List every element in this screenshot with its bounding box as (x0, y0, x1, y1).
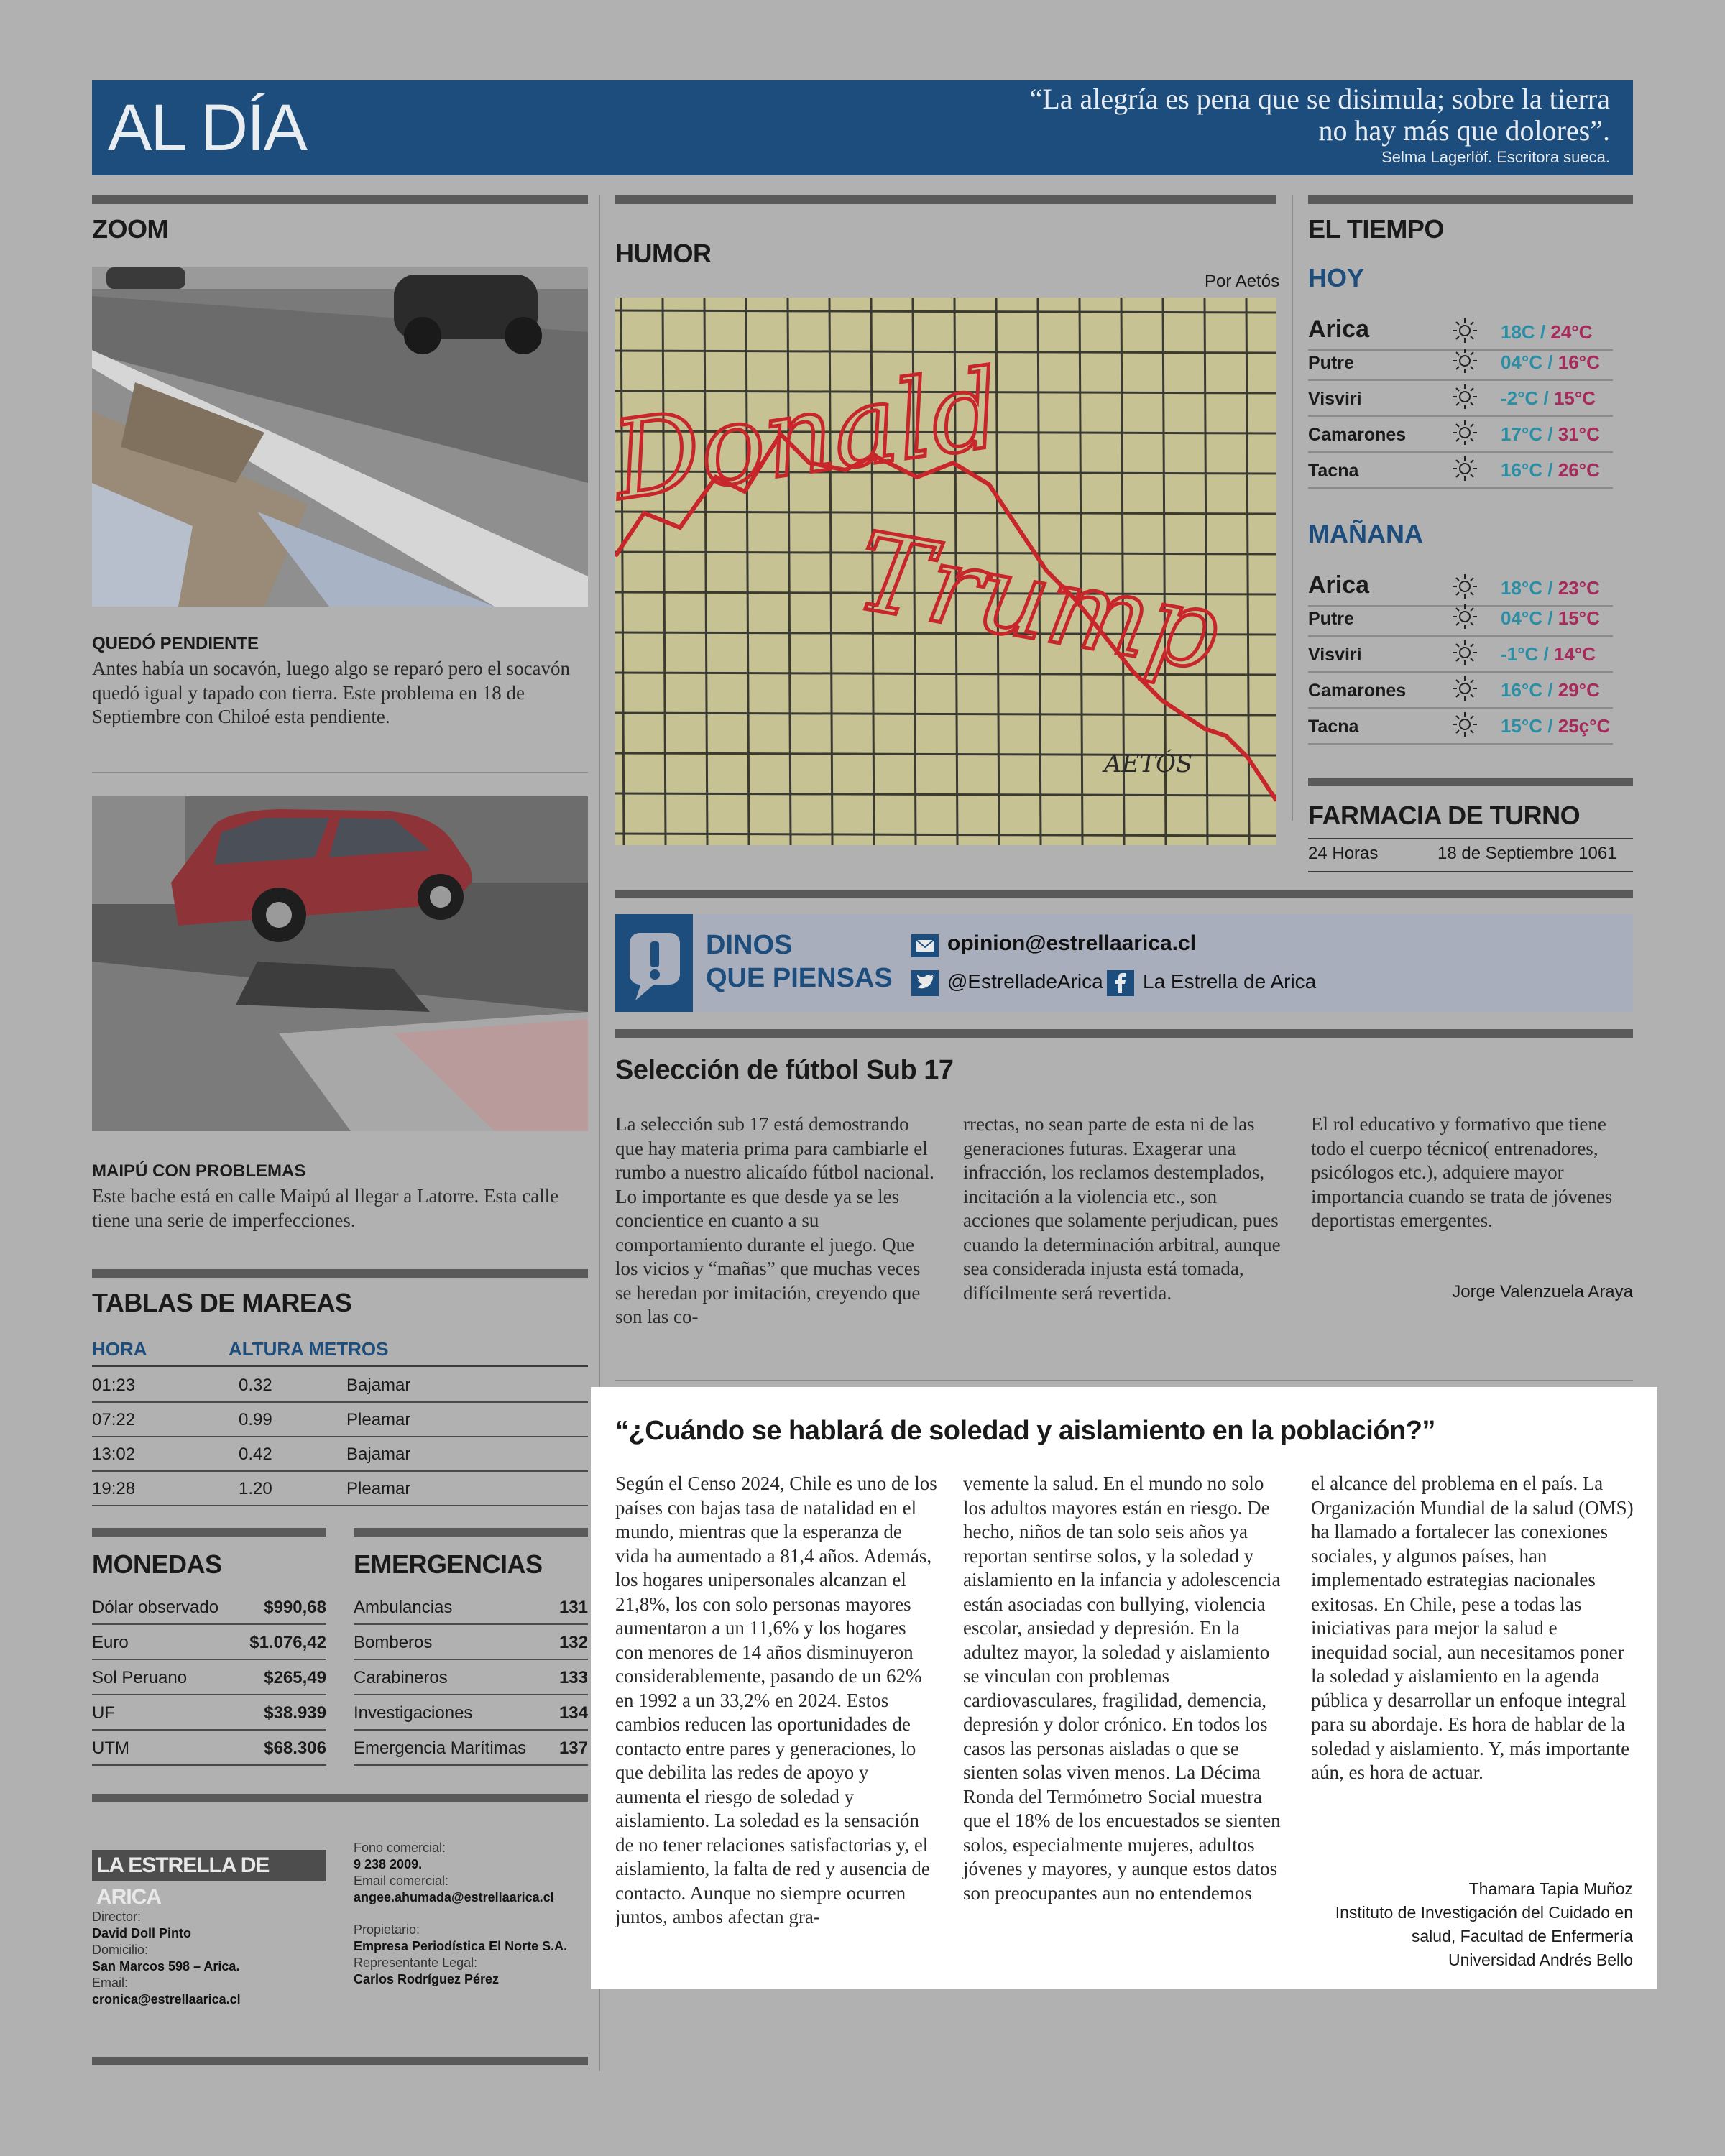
dinos-heading (706, 929, 893, 995)
tide-height: 0.99 (239, 1410, 272, 1429)
emergency-row (354, 1731, 588, 1766)
letter-2-column-1: Según el Censo 2024, Chile es uno de los países con bajas tasa de natalidad en el mundo, mientras que la esperanza de vida ha aumentado a 81,4 años. Además, los hogares unipersonales alcanzan el 21,8%, los con solo personas mayores aumentaron a un 11,6% y los hogares con menores de 14 años disminuyeron considerablemente, pasando de un 62% en 1992 a un 33,2% en 2024. Estos cambios reducen las oportunidades de contacto entre pares y generaciones, lo que debilita las redes de apoyo y aumenta el riesgo de soledad y aislamiento. La soledad es la sensación de no tener relaciones satisfactorias y, el aislamiento, la falta de red y ausencia de contacto. Aunque no siempre ocurren juntos, ambos afectan gra- (615, 1473, 937, 1927)
emergency-label: Carabineros (354, 1668, 448, 1687)
dinos-line-1: DINOS (706, 930, 793, 960)
twitter-handle-link[interactable]: @EstrelladeArica (947, 970, 1103, 992)
weather-temperature (1501, 387, 1596, 410)
humor-cartoon (615, 298, 1276, 845)
weather-row (1308, 417, 1613, 453)
quote-author: Selma Lagerlöf. Escritora sueca. (1381, 148, 1610, 166)
emergency-number: 133 (558, 1668, 588, 1687)
tide-row (92, 1403, 588, 1437)
weather-temperature (1501, 679, 1600, 701)
sun-icon (1450, 572, 1479, 601)
zoom-caption-text-2: Este bache está en calle Maipú al llegar a Latorre. Esta calle tiene una serie de imperfecciones. (92, 1185, 559, 1231)
currency-value: $1.076,42 (249, 1633, 326, 1652)
temp-separator: / (1535, 321, 1551, 343)
letter-2-signature (1335, 1877, 1633, 1972)
director-name: David Doll Pinto (92, 1926, 192, 1940)
weather-city: Camarones (1308, 681, 1407, 701)
zoom-caption-title-2: MAIPÚ CON PROBLEMAS (92, 1161, 306, 1181)
temp-max: 26°C (1558, 459, 1600, 481)
weather-city: Arica (1308, 315, 1370, 343)
emergency-row (354, 1625, 588, 1660)
rule-emergencies (354, 1528, 588, 1537)
weather-today-label: HOY (1308, 263, 1365, 292)
currency-label: Dólar observado (92, 1598, 219, 1617)
letter-2-column-3: el alcance del problema en el país. La Organización Mundial de la salud (OMS) ha llamado a fortalecer las conexiones sociales, y algunos países, han implementado estrategias nacionales exitosas. En Chile, pese a todas las iniciativas para mejor la salud e inequidad social, aun necesitamos poner la soledad y aislamiento en la agenda pública y desarrollar un enfoque integral para su abordaje. Es hora de hablar de la soledad y aislamiento. Y, más importante aún, es hora de actuar. (1311, 1473, 1634, 1783)
tide-hour: 01:23 (92, 1376, 136, 1395)
currencies-title: MONEDAS (92, 1549, 222, 1579)
temp-min: -1°C (1501, 643, 1539, 665)
letter-2-column-2: vemente la salud. En el mundo no solo los adultos mayores están en riesgo. De hecho, niños de tan solo seis años ya reportan sentirse solos, y la soledad y aislamiento en la infancia y adolescencia están asociadas con bullying, violencia escolar, ansiedad y depresión. En la adultez mayor, la soledad y aislamiento se vinculan con problemas cardiovasculares, fragilidad, demencia, depresión y dolor crónico. En todos los casos las personas aisladas o que se sienten solas viven menos. La Décima Ronda del Termómetro Social muestra que el 18% de los encuestados se sienten solos, especialmente mujeres, adultos jóvenes y mayores, y aunque estos datos son preocupantes aun no entendemos (963, 1473, 1281, 1904)
cartoon-graph-image (615, 298, 1276, 845)
weather-temperature (1501, 643, 1596, 665)
address-label: Domicilio: (92, 1943, 149, 1957)
weather-city: Arica (1308, 571, 1370, 599)
weather-city: Tacna (1308, 461, 1359, 481)
weather-row (1308, 453, 1613, 489)
weather-temperature (1501, 423, 1600, 446)
temp-max: 24°C (1550, 321, 1593, 343)
temp-max: 23°C (1558, 577, 1600, 599)
weather-temperature (1501, 577, 1600, 599)
weather-temperature (1501, 321, 1592, 344)
temp-max: 29°C (1558, 679, 1600, 701)
weather-city: Camarones (1308, 425, 1407, 445)
zoom-photo-1 (92, 267, 588, 607)
weather-title: EL TIEMPO (1308, 214, 1444, 244)
emergency-row (354, 1590, 588, 1625)
currency-value: $38.939 (264, 1703, 326, 1723)
temp-separator: / (1542, 679, 1558, 701)
quote-line-2: no hay más que dolores”. (1318, 114, 1610, 147)
weather-row (1308, 601, 1613, 637)
tide-hour: 07:22 (92, 1410, 136, 1429)
street-photo-image (92, 267, 588, 607)
temp-min: 04°C (1501, 351, 1543, 373)
emergency-number: 134 (558, 1703, 588, 1723)
owner-value: Empresa Periodística El Norte S.A. (354, 1939, 568, 1953)
temp-min: -2°C (1501, 387, 1539, 409)
temp-min: 16°C (1501, 679, 1543, 701)
weather-temperature (1501, 715, 1610, 737)
temp-separator: / (1542, 715, 1558, 737)
letter-1-column-3: El rol educativo y formativo que tiene todo el cuerpo técnico( entrenadores, psicólogos etc.), adquiere mayor importancia cuando se trata de jóvenes deportistas emergentes. (1311, 1113, 1613, 1231)
newspaper-logo: LA ESTRELLA DE ARICA (92, 1850, 326, 1881)
letter-2-author: Thamara Tapia Muñoz (1468, 1879, 1633, 1898)
temp-max: 25ç°C (1558, 715, 1611, 737)
section-title: AL DÍA (108, 91, 307, 165)
currency-row (92, 1660, 326, 1695)
phone-value: 9 238 2009. (354, 1857, 423, 1871)
pharmacy-rule-bottom (1308, 871, 1633, 872)
currency-row (92, 1695, 326, 1731)
rule-humor (615, 195, 1276, 204)
rule-weather (1308, 195, 1633, 204)
column-divider-right (1292, 195, 1293, 821)
owner-label: Propietario: (354, 1922, 420, 1937)
tide-type: Bajamar (346, 1376, 411, 1395)
weather-row (1308, 673, 1613, 709)
legal-rep-value: Carlos Rodríguez Pérez (354, 1972, 500, 1986)
zoom-caption-text-1: Antes había un socavón, luego algo se reparó pero el socavón quedó igual y tapado con tierra. Este problema en 18 de Septiembre con Chiloé esta pendiente. (92, 658, 571, 727)
rule-currencies (92, 1528, 326, 1537)
tide-hour: 13:02 (92, 1445, 136, 1464)
pharmacy-address: 18 de Septiembre 1061 (1438, 844, 1617, 863)
letter-2-affiliation-1: Instituto de Investigación del Cuidado en (1335, 1903, 1633, 1922)
temp-separator: / (1542, 351, 1558, 373)
facebook-page-link[interactable]: La Estrella de Arica (1143, 970, 1317, 992)
tide-height: 1.20 (239, 1479, 272, 1498)
rule-zoom (92, 195, 588, 204)
rule-letter-1 (615, 1029, 1633, 1038)
staff-box-left (92, 1909, 336, 2008)
temp-max: 16°C (1558, 351, 1600, 373)
tides-col-height: ALTURA METROS (229, 1338, 389, 1360)
sun-icon (1450, 674, 1479, 703)
director-label: Director: (92, 1909, 142, 1924)
weather-row (1308, 563, 1613, 607)
tide-height: 0.42 (239, 1445, 272, 1464)
tide-row (92, 1472, 588, 1506)
sun-icon (1450, 638, 1479, 667)
phone-label: Fono comercial: (354, 1841, 446, 1855)
temp-min: 16°C (1501, 459, 1543, 481)
weather-tomorrow-label: MAÑANA (1308, 519, 1423, 548)
currency-value: $265,49 (264, 1668, 326, 1687)
temp-min: 15°C (1501, 715, 1543, 737)
temp-separator: / (1542, 607, 1558, 629)
currency-value: $68.306 (264, 1738, 326, 1758)
temp-max: 31°C (1558, 423, 1600, 445)
tides-header-rule (92, 1365, 588, 1367)
zoom-title: ZOOM (92, 214, 168, 244)
facebook-icon (1107, 970, 1134, 996)
rule-footer (92, 1794, 588, 1802)
email-value: cronica@estrellaarica.cl (92, 1992, 241, 2007)
rule-pharmacy (1308, 778, 1633, 786)
temp-min: 18C (1501, 321, 1535, 343)
tide-hour: 19:28 (92, 1479, 136, 1498)
sun-icon (1450, 316, 1479, 345)
emergency-row (354, 1660, 588, 1695)
weather-row (1308, 637, 1613, 673)
weather-city: Putre (1308, 353, 1354, 373)
emergency-label: Emergencia Marítimas (354, 1738, 527, 1758)
letter-2-title: “¿Cuándo se hablará de soledad y aislamiento en la población?” (615, 1416, 1435, 1446)
currency-label: UTM (92, 1738, 129, 1758)
letter-2-affiliation-3: Universidad Andrés Bello (1448, 1950, 1633, 1969)
currency-row (92, 1731, 326, 1766)
address-value: San Marcos 598 – Arica. (92, 1959, 240, 1973)
letter-1-author: Jorge Valenzuela Araya (1452, 1282, 1633, 1302)
weather-city: Putre (1308, 609, 1354, 629)
red-car-photo-image (92, 796, 588, 1131)
tide-height: 0.32 (239, 1376, 272, 1395)
temp-min: 04°C (1501, 607, 1543, 629)
zoom-photo-2 (92, 796, 588, 1131)
rule-dinos (615, 890, 1633, 898)
tide-type: Pleamar (346, 1479, 411, 1498)
currency-row (92, 1625, 326, 1660)
opinion-email-link[interactable]: opinion@estrellaarica.cl (947, 931, 1197, 955)
rule-bottom (92, 2057, 588, 2065)
sun-icon (1450, 382, 1479, 411)
commercial-email-label: Email comercial: (354, 1874, 449, 1888)
email-label: Email: (92, 1976, 129, 1990)
tides-col-hour: HORA (92, 1338, 147, 1360)
tide-row (92, 1368, 588, 1403)
sun-icon (1450, 454, 1479, 483)
legal-rep-label: Representante Legal: (354, 1955, 478, 1970)
sun-icon (1450, 418, 1479, 447)
emergency-row (354, 1695, 588, 1731)
tide-type: Bajamar (346, 1445, 411, 1464)
cartoon-text-donald: Donald (615, 346, 1008, 525)
currency-value: $990,68 (264, 1598, 326, 1617)
temp-min: 18°C (1501, 577, 1543, 599)
quote-line-1: “La alegría es pena que se disimula; sobre la tierra (1029, 83, 1610, 115)
letter-divider (615, 1380, 1633, 1381)
twitter-icon (911, 970, 939, 996)
dinos-line-2: QUE PIENSAS (706, 963, 893, 993)
letter-2-affiliation-2: salud, Facultad de Enfermería (1411, 1927, 1633, 1945)
tides-title: TABLAS DE MAREAS (92, 1288, 352, 1317)
zoom-caption-title-1: QUEDÓ PENDIENTE (92, 634, 259, 653)
currency-label: Sol Peruano (92, 1668, 188, 1687)
email-icon (911, 934, 939, 957)
emergency-number: 137 (558, 1738, 588, 1758)
header-quote (1030, 83, 1610, 167)
currency-label: UF (92, 1703, 115, 1723)
weather-temperature (1501, 459, 1600, 482)
sun-icon (1450, 710, 1479, 739)
temp-separator: / (1542, 423, 1558, 445)
temp-max: 15°C (1558, 607, 1600, 629)
zoom-divider (92, 772, 588, 773)
emergency-label: Investigaciones (354, 1703, 473, 1723)
currency-row (92, 1590, 326, 1625)
emergency-number: 132 (558, 1633, 588, 1652)
humor-title: HUMOR (615, 239, 712, 268)
pharmacy-hours: 24 Horas (1308, 844, 1379, 863)
weather-row (1308, 381, 1613, 417)
tide-type: Pleamar (346, 1410, 411, 1429)
staff-box-right (354, 1840, 598, 1988)
pharmacy-title: FARMACIA DE TURNO (1308, 801, 1581, 830)
letter-1-column-2: rrectas, no sean parte de esta ni de las generaciones futuras. Exagerar una infracción, los reclamos destemplados, incitación a la violencia etc., son acciones que solamente perjudican, pues cuando la determinación arbitral, aunque sea considerada injusta está tomada, difícilmente será revertida. (963, 1113, 1281, 1304)
weather-city: Visviri (1308, 645, 1362, 665)
weather-city: Visviri (1308, 389, 1362, 409)
sun-icon (1450, 346, 1479, 375)
temp-max: 14°C (1553, 643, 1596, 665)
emergencies-title: EMERGENCIAS (354, 1549, 543, 1579)
cartoon-text-trump: Trump (847, 509, 1228, 696)
contact-banner (615, 914, 1633, 1012)
letter-1-column-1: La selección sub 17 está demostrando que hay materia prima para cambiarle el rumbo a nuestro alicaído fútbol nacional. Lo importante es que desde ya se les concientice en cuanto a su comportamiento durante el juego. Que los vicios y “mañas” que muchas veces se heredan por imitación, creyendo que son las co- (615, 1113, 934, 1327)
alert-icon-block (615, 914, 693, 1012)
weather-city: Tacna (1308, 717, 1359, 737)
weather-temperature (1501, 607, 1600, 630)
sun-icon (1450, 602, 1479, 631)
temp-separator: / (1542, 577, 1558, 599)
weather-row (1308, 308, 1613, 351)
weather-row (1308, 709, 1613, 745)
commercial-email-value: angee.ahumada@estrellaarica.cl (354, 1890, 554, 1904)
weather-temperature (1501, 351, 1600, 374)
emergency-label: Ambulancias (354, 1598, 453, 1617)
humor-credit: Por Aetós (1205, 272, 1280, 291)
currency-label: Euro (92, 1633, 129, 1652)
temp-separator: / (1538, 387, 1554, 409)
letter-1-title: Selección de fútbol Sub 17 (615, 1055, 954, 1085)
exclamation-bubble-icon (615, 914, 693, 1012)
emergency-label: Bomberos (354, 1633, 433, 1652)
cartoon-signature: AETÓS (1104, 750, 1193, 778)
section-masthead (92, 80, 1633, 175)
temp-separator: / (1538, 643, 1554, 665)
temp-max: 15°C (1553, 387, 1596, 409)
rule-tides (92, 1269, 588, 1278)
tide-row (92, 1437, 588, 1472)
temp-separator: / (1542, 459, 1558, 481)
weather-row (1308, 345, 1613, 381)
temp-min: 17°C (1501, 423, 1543, 445)
emergency-number: 131 (558, 1598, 588, 1617)
pharmacy-rule-top (1308, 838, 1633, 839)
